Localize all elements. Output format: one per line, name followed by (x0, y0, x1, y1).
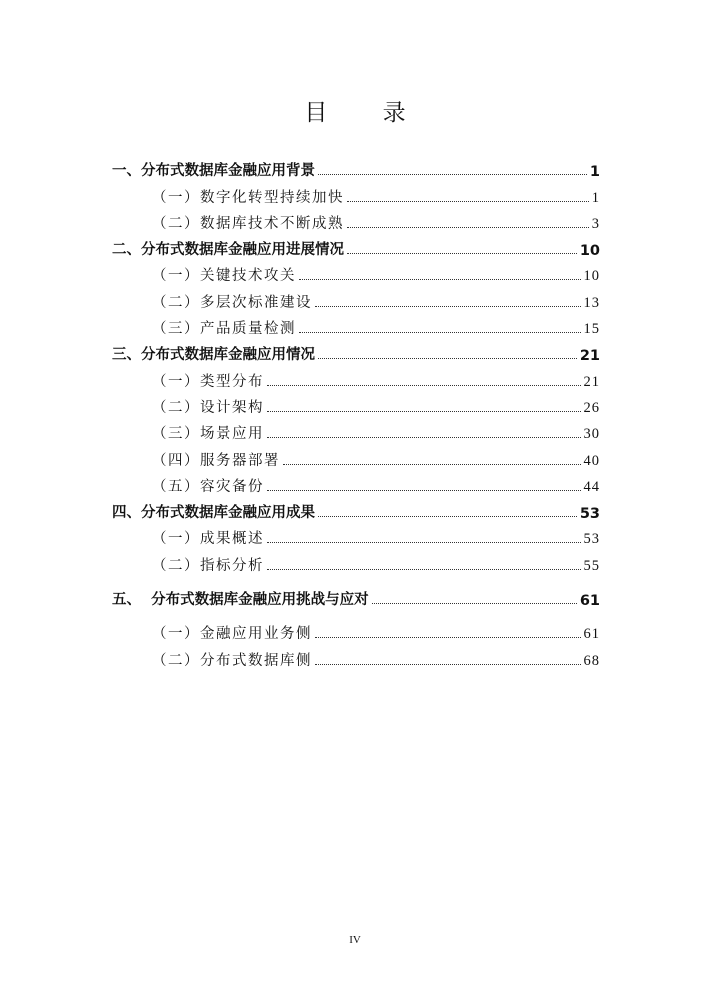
toc-entry-page: 44 (583, 478, 600, 495)
toc-entry-label: （二）指标分析 (152, 557, 264, 574)
toc-entry[interactable] (112, 443, 600, 469)
toc-leader-dots (318, 174, 587, 175)
toc-entry-label: （一）类型分布 (152, 373, 264, 390)
toc-leader-dots (318, 516, 577, 517)
toc-leader-dots (267, 490, 581, 491)
toc-entry-page: 53 (583, 531, 600, 548)
toc-entry[interactable] (112, 180, 600, 206)
toc-entry-label: （三）产品质量检测 (152, 321, 296, 338)
toc-entry-page: 61 (583, 626, 600, 643)
toc-entry-page: 30 (583, 426, 600, 443)
toc-entry-label: 三、分布式数据库金融应用情况 (112, 347, 315, 364)
page-number: IV (349, 934, 361, 946)
toc-entry-page: 15 (583, 321, 600, 338)
table-of-contents (112, 154, 600, 670)
toc-entry-page: 21 (579, 348, 600, 365)
toc-leader-dots (347, 253, 577, 254)
toc-entry-label: （一）关键技术攻关 (152, 268, 296, 285)
toc-entry-page: 61 (579, 593, 600, 610)
toc-entry-page: 10 (579, 243, 600, 260)
toc-leader-dots (267, 569, 581, 570)
toc-entry-page: 1 (591, 189, 600, 206)
toc-entry[interactable] (112, 259, 600, 285)
toc-entry-page: 1 (589, 164, 600, 181)
toc-entry[interactable] (112, 364, 600, 390)
toc-entry-label: （一）成果概述 (152, 531, 264, 548)
toc-entry-page: 26 (583, 399, 600, 416)
toc-leader-dots (267, 542, 581, 543)
toc-entry-page: 10 (583, 268, 600, 285)
toc-entry[interactable] (112, 470, 600, 496)
toc-leader-dots (347, 227, 589, 228)
toc-entry-label: （四）服务器部署 (152, 452, 280, 469)
toc-entry[interactable] (112, 285, 600, 311)
toc-entry[interactable] (112, 338, 600, 364)
toc-entry-page: 3 (591, 215, 600, 232)
toc-entry-label: （一）数字化转型持续加快 (152, 189, 344, 206)
toc-entry[interactable] (112, 233, 600, 259)
toc-leader-dots (299, 332, 581, 333)
toc-entry[interactable] (112, 417, 600, 443)
toc-entry-label: （三）场景应用 (152, 426, 264, 443)
toc-entry-page: 21 (583, 373, 600, 390)
toc-entry-label: （五）容灾备份 (152, 478, 264, 495)
page-title: 目 录 (304, 100, 430, 126)
toc-entry-page: 40 (583, 452, 600, 469)
toc-entry[interactable] (112, 207, 600, 233)
toc-entry[interactable] (112, 312, 600, 338)
toc-leader-dots (315, 306, 581, 307)
toc-entry-label: 五、 分布式数据库金融应用挑战与应对 (112, 592, 369, 609)
toc-leader-dots (267, 385, 581, 386)
toc-entry-page: 68 (583, 652, 600, 669)
toc-entry[interactable] (112, 617, 600, 643)
toc-entry-page: 55 (583, 557, 600, 574)
toc-leader-dots (315, 637, 581, 638)
toc-leader-dots (299, 279, 581, 280)
toc-entry-label: 二、分布式数据库金融应用进展情况 (112, 242, 344, 259)
toc-leader-dots (318, 358, 577, 359)
toc-entry-label: （一）金融应用业务侧 (152, 626, 312, 643)
toc-leader-dots (347, 201, 589, 202)
toc-entry[interactable] (112, 522, 600, 548)
toc-entry-page: 13 (583, 294, 600, 311)
toc-entry[interactable] (112, 391, 600, 417)
toc-entry[interactable] (112, 496, 600, 522)
toc-entry-label: 一、分布式数据库金融应用背景 (112, 163, 315, 180)
toc-entry[interactable] (112, 548, 600, 574)
toc-leader-dots (283, 464, 581, 465)
toc-entry-label: （二）分布式数据库侧 (152, 652, 312, 669)
toc-entry-label: 四、分布式数据库金融应用成果 (112, 505, 315, 522)
toc-leader-dots (267, 437, 581, 438)
toc-entry[interactable] (112, 583, 600, 609)
toc-entry-label: （二）多层次标准建设 (152, 294, 312, 311)
toc-entry[interactable] (112, 643, 600, 669)
toc-entry[interactable] (112, 154, 600, 180)
toc-leader-dots (315, 664, 581, 665)
toc-entry-label: （二）数据库技术不断成熟 (152, 215, 344, 232)
toc-entry-label: （二）设计架构 (152, 399, 264, 416)
toc-leader-dots (372, 603, 577, 604)
toc-entry-page: 53 (579, 506, 600, 523)
toc-leader-dots (267, 411, 581, 412)
